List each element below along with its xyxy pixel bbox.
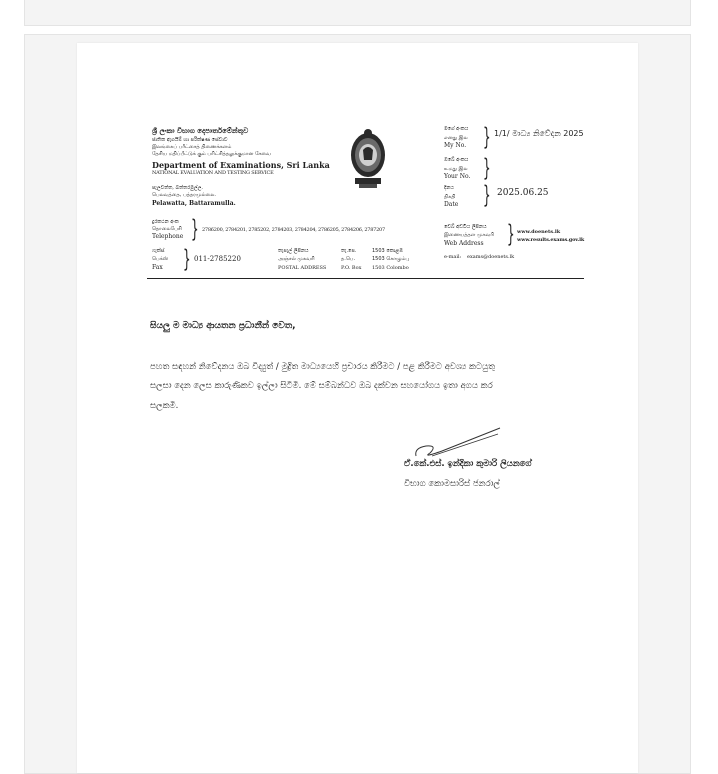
web-label-tamil: இணையத்தள முகவரி — [444, 232, 494, 238]
handwritten-signature — [412, 426, 504, 462]
brace-my-no: } — [483, 123, 491, 151]
fax-label-sinhala: ෆැක්ස් — [152, 248, 165, 254]
po-value-english: 1503 Colombo — [372, 265, 409, 271]
telephone-numbers: 2786200, 2784201, 2785202, 2784203, 2784204, 2786205, 2784206, 2787207 — [202, 227, 385, 233]
po-value-tamil: 1503 கொழும்பு — [372, 256, 410, 262]
po-label-english: P.O. Box — [341, 265, 362, 271]
signatory-name: ඒ.කේ.එස්. ඉන්දිකා කුමාරි ලියනගේ — [404, 459, 532, 469]
service-name-sinhala: ජාතික ඇගයීම් හා පරීක්ෂණ සේවාව — [152, 137, 228, 143]
po-value-sinhala: 1503 කොළඹ — [372, 248, 403, 254]
your-no-label-tamil: உமது இல — [444, 166, 468, 172]
brace-fax: } — [183, 245, 191, 273]
fax-number: 011-2785220 — [194, 255, 241, 263]
address-english: Pelawatta, Battaramulla. — [152, 200, 236, 207]
dept-name-sinhala: ශ්‍රී ලංකා විභාග දෙපාර්තමේන්තුව — [152, 127, 249, 135]
date-label-english: Date — [444, 201, 459, 208]
dept-name-tamil: இலங்கைப் பரீட்சைத் திணைக்களம் — [152, 144, 232, 150]
dept-name-english: Department of Examinations, Sri Lanka — [152, 160, 330, 170]
sri-lanka-emblem-icon — [347, 128, 389, 190]
postal-label-english: POSTAL ADDRESS — [278, 265, 327, 271]
my-no-label-sinhala: මගේ අංකය — [444, 126, 469, 132]
fax-label-english: Fax — [152, 264, 163, 271]
body-line-3: සලකමි. — [150, 401, 179, 411]
po-label-sinhala: තැ.පෙ. — [341, 248, 357, 254]
po-label-tamil: த.பெ. — [341, 256, 356, 262]
telephone-label-english: Telephone — [152, 233, 184, 240]
top-panel — [24, 0, 691, 26]
web-label-sinhala: වෙබ් අඩවිය ලිපිනය — [444, 224, 487, 230]
postal-label-tamil: அஞ்சல் முகவரி — [278, 256, 315, 262]
web-label-english: Web Address — [444, 240, 484, 247]
service-name-tamil: தேசிய மதிப்பீட்டுக் கும் பரிட்சித்தலுக்குமான சேவை — [152, 151, 271, 157]
your-no-label-english: Your No. — [444, 173, 471, 180]
telephone-label-tamil: தொலைபேசி — [152, 226, 182, 232]
brace-your-no: } — [483, 154, 491, 182]
email-address: exams@doenets.lk — [467, 254, 515, 260]
telephone-label-sinhala: දුරකථන අංක — [152, 219, 179, 225]
letterhead-divider — [147, 278, 584, 279]
signatory-title: විභාග කොමසාරිස් ජනරාල් — [404, 479, 500, 489]
brace-telephone: } — [191, 215, 199, 243]
web-address-1: www.doenets.lk — [517, 229, 561, 235]
fax-label-tamil: பெக்ஸ் — [152, 256, 169, 262]
email-label: e-mail: — [444, 254, 462, 260]
date-value: 2025.06.25 — [497, 188, 549, 198]
brace-web: } — [507, 220, 515, 248]
body-line-2: සලසා දෙන ලෙස කාරුණිකව ඉල්ලා සිටිමි. මේ සම්බන්ධව ඔබ දක්වන සහයෝගය ඉතා අගය කර — [150, 381, 493, 391]
my-no-value: 1/1/ මාධ්‍ය නිවේදන 2025 — [494, 129, 584, 138]
date-label-sinhala: දිනය — [444, 185, 454, 191]
address-tamil: பெலவத்தை, பத்தரமுல்லை. — [152, 192, 216, 198]
address-sinhala: පැලවත්ත, බත්තරමුල්ල. — [152, 185, 204, 191]
brace-date: } — [483, 181, 491, 209]
your-no-label-sinhala: ඔබේ අංකය — [444, 157, 469, 163]
postal-label-sinhala: තැපැල් ලිපිනය — [278, 248, 309, 254]
my-no-label-english: My No. — [444, 142, 467, 149]
letter-page — [77, 43, 638, 773]
my-no-label-tamil: எனது இல — [444, 135, 468, 141]
body-line-1: පහත සඳහන් නිවේදනය ඔබ විද්‍යුත් / මුද්‍රිත මාධ්‍යයෙහි ප්‍රචාරය කිරීමට / පළ කිරීමට අවශ්‍ය කටයුතු — [150, 362, 496, 372]
salutation: සියලු ම මාධ්‍ය ආයතන ප්‍රධානීන් වෙත, — [150, 321, 296, 331]
date-label-tamil: திகதி — [444, 194, 456, 200]
web-address-2: www.results.exams.gov.lk — [517, 237, 585, 243]
service-name-english: NATIONAL EVALUATION AND TESTING SERVICE — [152, 170, 274, 176]
